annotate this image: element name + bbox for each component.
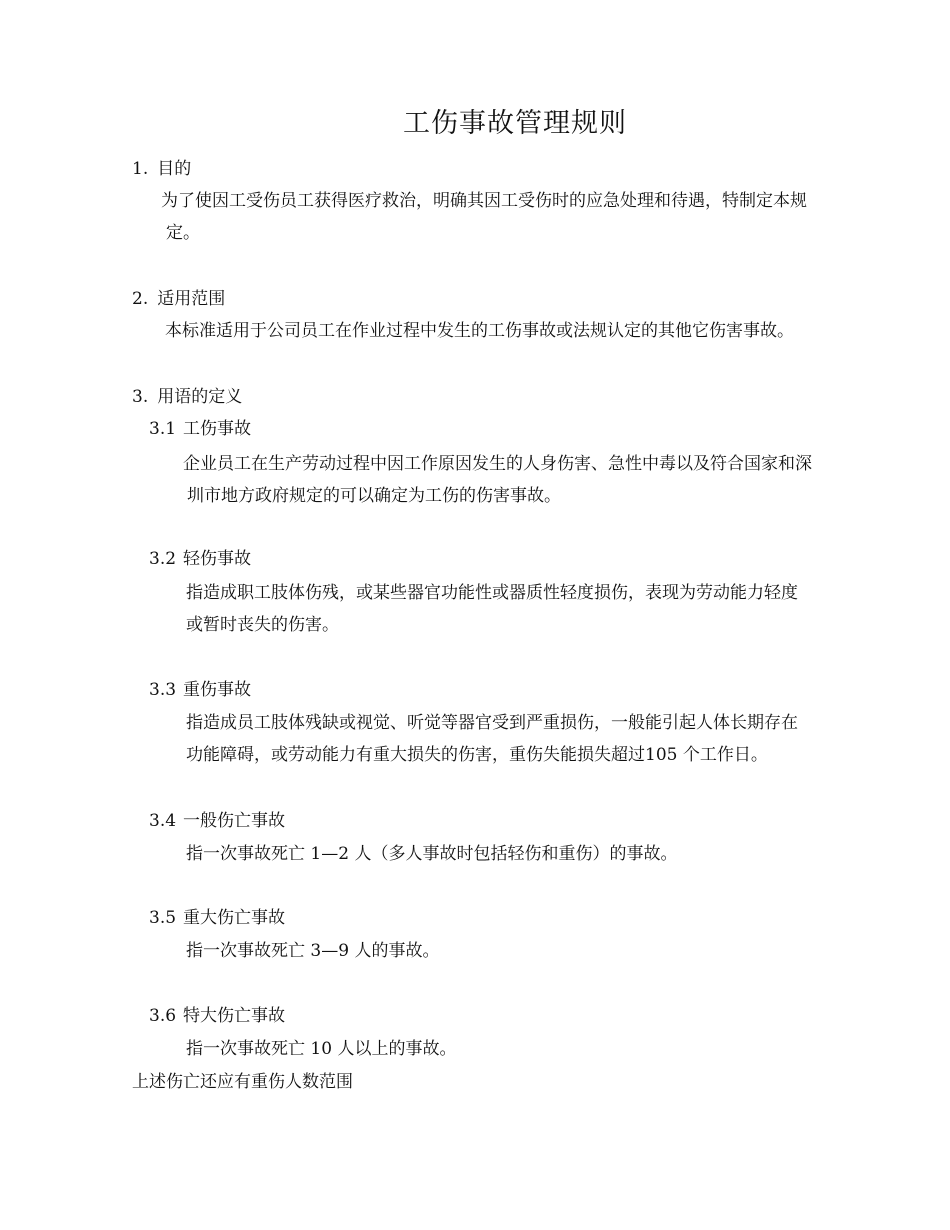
subsection-number: 3.6 — [149, 1006, 177, 1026]
body-line: 企业员工在生产劳动过程中因工作原因发生的人身伤害、急性中毒以及符合国家和深 — [183, 454, 812, 474]
subsection-3-3-body — [186, 707, 798, 771]
section-1-heading — [132, 157, 191, 181]
body-line: 功能障碍，或劳动能力有重大损失的伤害，重伤失能损失超过105 个工作日。 — [186, 745, 768, 765]
subsection-3-6-body — [186, 1033, 456, 1065]
body-line: 为了使因工受伤员工获得医疗救治，明确其因工受伤时的应急处理和待遇，特制定本规 — [161, 191, 807, 211]
subsection-number: 3.1 — [149, 419, 177, 439]
body-line: 指一次事故死亡 10 人以上的事故。 — [186, 1039, 457, 1059]
subsection-title: 特大伤亡事故 — [183, 1006, 286, 1026]
subsection-3-1-body — [183, 448, 812, 512]
subsection-title: 重伤事故 — [183, 680, 252, 700]
document-title: 工伤事故管理规则 — [403, 108, 627, 139]
subsection-3-2-heading — [149, 547, 251, 571]
subsection-3-6-heading — [149, 1004, 285, 1028]
subsection-number: 3.2 — [149, 549, 177, 569]
section-1-body — [161, 185, 807, 249]
body-line: 定。 — [166, 223, 200, 243]
subsection-number: 3.4 — [149, 811, 177, 831]
body-line: 指一次事故死亡 3—9 人的事故。 — [186, 941, 440, 961]
section-2-body — [165, 315, 794, 347]
section-number: 3. — [132, 387, 149, 407]
section-title: 目的 — [157, 159, 192, 179]
body-line: 或暂时丧失的伤害。 — [186, 615, 339, 635]
body-line: 指造成员工肢体残缺或视觉、听觉等器官受到严重损伤，一般能引起人体长期存在 — [186, 713, 798, 733]
subsection-number: 3.3 — [149, 680, 177, 700]
subsection-title: 轻伤事故 — [183, 549, 252, 569]
section-number: 1. — [132, 159, 149, 179]
subsection-3-4-body — [186, 838, 677, 870]
section-title: 用语的定义 — [157, 387, 243, 407]
subsection-3-5-heading — [149, 906, 285, 930]
section-number: 2. — [132, 289, 149, 309]
body-line: 指一次事故死亡 1—2 人（多人事故时包括轻伤和重伤）的事故。 — [186, 844, 678, 864]
subsection-3-1-heading — [149, 417, 251, 441]
subsection-3-2-body — [186, 577, 798, 641]
section-2-heading — [132, 287, 225, 311]
subsection-title: 一般伤亡事故 — [183, 811, 286, 831]
body-line: 圳市地方政府规定的可以确定为工伤的伤害事故。 — [187, 486, 561, 506]
subsection-3-5-body — [186, 935, 439, 967]
section-3-heading — [132, 385, 242, 409]
body-line: 本标准适用于公司员工在作业过程中发生的工伤事故或法规认定的其他它伤害事故。 — [165, 321, 794, 341]
subsection-title: 工伤事故 — [183, 419, 252, 439]
closing-note: 上述伤亡还应有重伤人数范围 — [132, 1072, 353, 1092]
section-title: 适用范围 — [157, 289, 226, 309]
body-line: 指造成职工肢体伤残，或某些器官功能性或器质性轻度损伤，表现为劳动能力轻度 — [186, 583, 798, 603]
subsection-title: 重大伤亡事故 — [183, 908, 286, 928]
subsection-3-3-heading — [149, 678, 251, 702]
subsection-3-4-heading — [149, 809, 285, 833]
subsection-number: 3.5 — [149, 908, 177, 928]
